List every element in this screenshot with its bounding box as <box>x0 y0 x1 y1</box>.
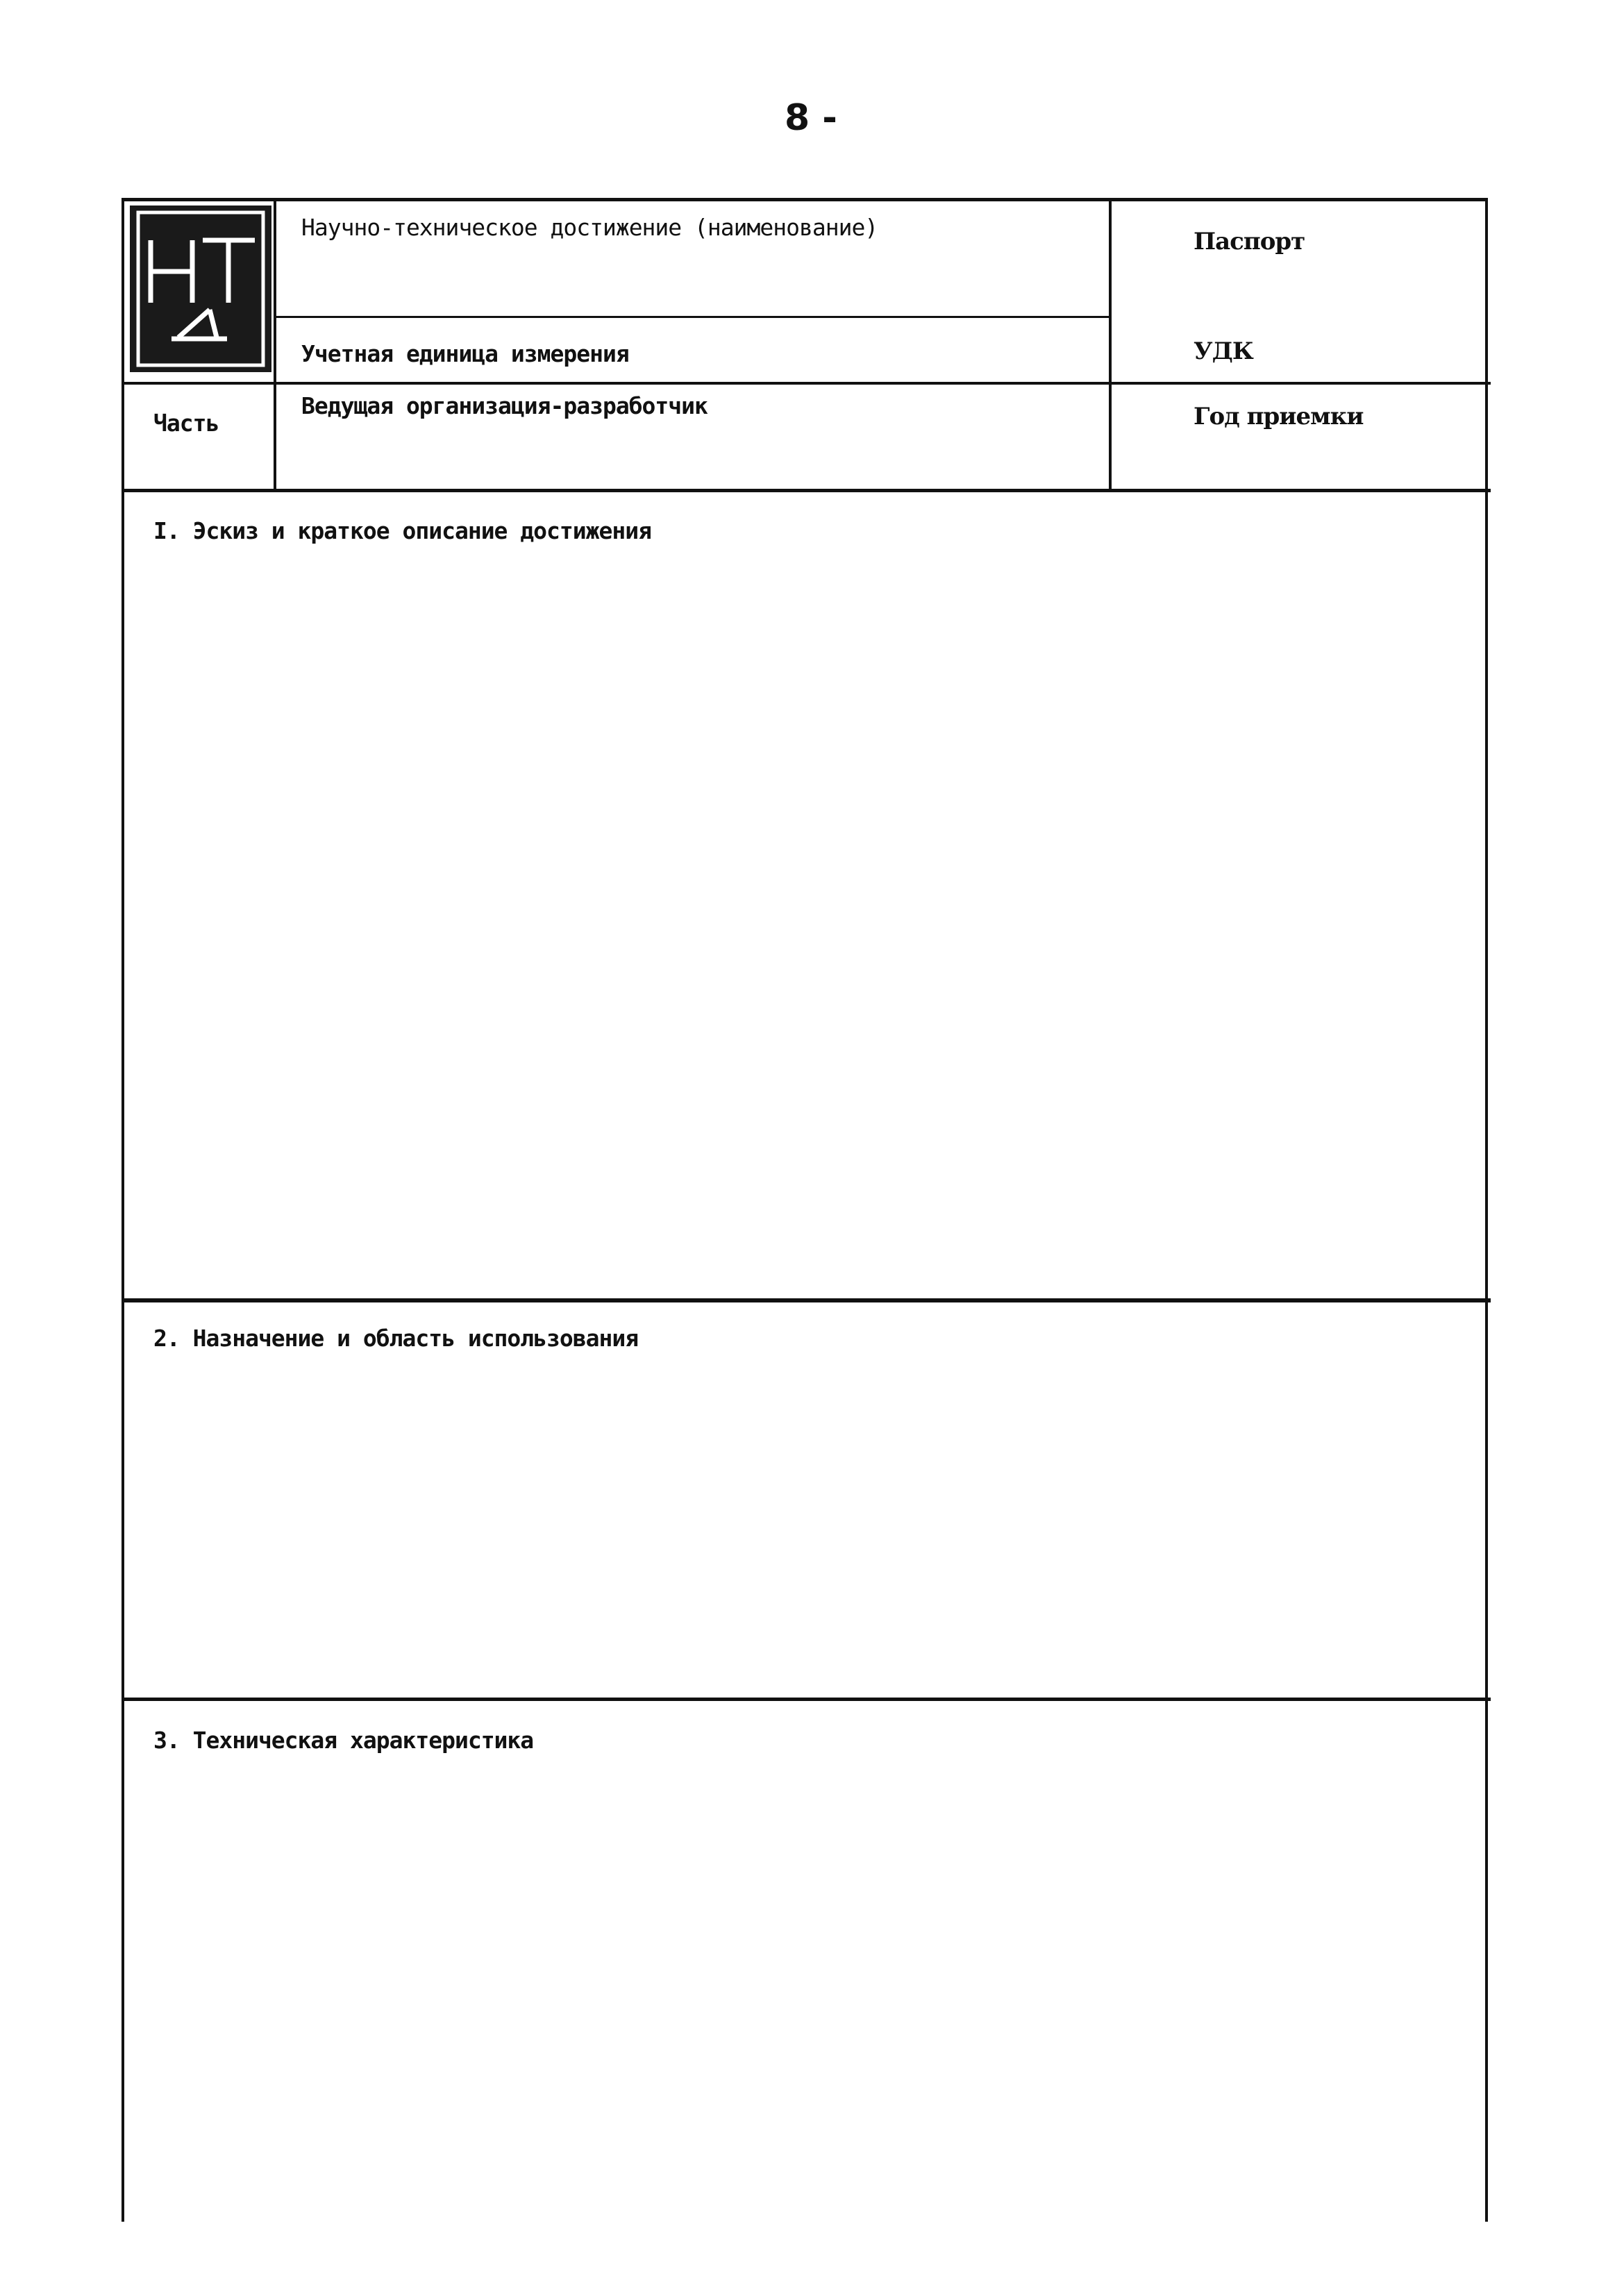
organization-label: Ведущая организация-разработчик <box>301 392 708 419</box>
section-1-bottom-line <box>124 1298 1491 1302</box>
ntd-logo <box>130 206 271 372</box>
year-label: Год приемки <box>1194 403 1364 430</box>
section-3-title: 3. Техническая характеристика <box>153 1727 534 1754</box>
unit-label: Учетная единица измерения <box>301 340 629 367</box>
passport-label: Паспорт <box>1194 228 1305 255</box>
header-bottom-line <box>124 489 1491 492</box>
achievement-divider <box>274 316 1109 318</box>
header-row-divider <box>124 382 1491 385</box>
page-number: 8 - <box>785 97 837 139</box>
udk-label: УДК <box>1194 337 1253 365</box>
section-2-title: 2. Назначение и область использования <box>153 1325 639 1352</box>
part-label: Часть <box>153 410 219 437</box>
section-2-bottom-line <box>124 1698 1491 1701</box>
section-1-title: I. Эскиз и краткое описание достижения <box>153 517 651 544</box>
achievement-label: Научно-техническое достижение (наименование) <box>301 214 878 241</box>
ntd-logo-icon <box>130 206 271 372</box>
header-divider-right <box>1109 201 1112 492</box>
passport-form <box>122 198 1488 2222</box>
header-divider-left <box>274 201 276 492</box>
